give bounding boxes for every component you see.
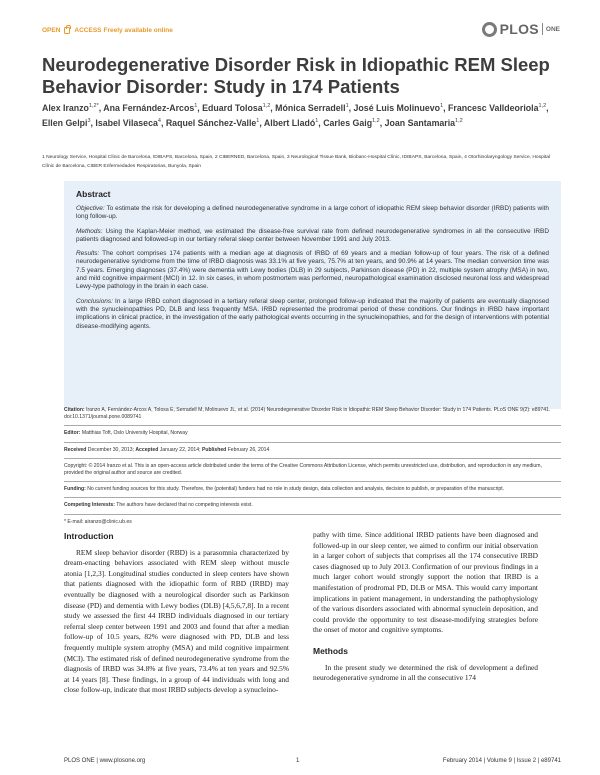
intro-paragraph-part1: REM sleep behavior disorder (RBD) is a parasomnia characterized by dream-enacting behaviors associated with REM sleep without muscle atonia [1,2,3]. Longitudinal studies conducted in sleep centers have shown that patients diagnosed with the idiopathic form of RBD (IRBD) may eventually be diagnosed with a neurological disorder such as Parkinson disease (PD) and dementia with Lewy bodies (DLB) [4,5,6,7,8]. In a recent study we assessed the first 44 IRBD individuals diagnosed in our tertiary referral sleep center between 1991 and 2003 and found that after a median follow-up of 10.5 years, 82% were diagnosed with PD, DLB and less frequently multiple system atrophy (MSA) and mild cognitive impairment (MCI). The estimated risk of defined neurodegenerative syndrome from the diagnosis of IRBD was 34.8% at five years, 73.4% at ten years and 92.5% at 14 years [8]. These findings, in a group of 44 individuals with long and close follow-up, indicate that most IRBD subjects develop a synucleino- [64,547,289,695]
author[interactable]: Albert Lladó$^1$ [263,118,319,129]
methods-heading: Methods [313,645,348,656]
abstract-conclusions: Conclusions: In a large IRBD cohort diagnosed in a tertiary referal sleep center, prolonged follow-up indicated that the majority of patients are eventually diagnosed with the synucleinopathies PD, DLB and less frequently MSA. IRBD represented the prodromal period of these conditions. Our findings in IRBD have important implications in clinical practice, in the investigation of the early pathological events occurring in the synucleinopathies, and for the design of interventions with potential disease-modifying agents. [76,297,549,330]
author[interactable]: Ana Fernández-Arcos$^1$ [103,103,198,113]
author[interactable]: Alex Iranzo$^{1,2*}$ [42,103,99,113]
body-column-right [313,530,538,694]
author[interactable]: José Luis Molinuevo$^1$ [353,103,444,113]
issue-info: February 2014 | Volume 9 | Issue 2 | e89741 [442,758,561,764]
article-metadata [64,405,561,528]
editor: Editor: Matthias Toft, Oslo University Hospital, Norway [64,430,188,437]
abstract-results: Results: The cohort comprises 174 patients with a median age at diagnosis of IRBD of 69 years and a median follow-up of four years. The risk of a defined neurodegenerative syndrome from the time of IRBD diagnosis was 33.1% at five years, 75.7% at ten years, and 90.9% at 14 years. The median conversion time was 7.5 years. Emerging diagnoses (37.4%) were dementia with Lewy bodies (DLB) in 29 subjects, Parkinson disease (PD) in 22, multiple system atrophy (MSA) in two, and mild cognitive impairment (MCI) in 12. In six cases, in whom postmortem was performed, neuropathological examination disclosed neuronal loss and widespread Lewy-type pathology in the brain in each case. [76,250,549,291]
author[interactable]: Carles Gaig$^{1,2}$ [323,118,380,129]
author-list: Alex Iranzo$^{1,2*}$, Ana Fernández-Arcos$^1$, Eduard Tolosa$^{1,2}$, Mónica Serradell$^1$, José Luis Molinuevo$^1$, Francesc Valldeoriola$^{1,2}$, Ellen Gelpi$^3$, Isabel Vilaseca$^4$, Raquel Sánchez-Valle$^1$, Albert Lladó$^1$, Carles Gaig$^{1,2}$, Joan Santamaria$^{1,2}$ [42,103,549,129]
divider [64,481,561,482]
freely-available-label: Freely available online [103,27,173,34]
open-label: OPEN [42,27,61,34]
article-title: Neurodegenerative Disorder Risk in Idiopathic REM Sleep Behavior Disorder: Study in 174 Patients [42,54,550,97]
open-access-badge[interactable] [42,27,173,34]
author[interactable]: Joan Santamaria$^{1,2}$ [384,118,463,129]
introduction-heading: Introduction [64,531,114,541]
author[interactable]: Isabel Vilaseca$^4$ [95,118,161,129]
divider [64,458,561,459]
competing-interests: Competing Interests: The authors have declared that no competing interests exist. [64,502,253,509]
author[interactable]: Ellen Gelpi$^3$ [42,118,91,129]
methods-paragraph: In the present study we determined the risk of development a defined neurodegenerative syndrome in all the consecutive 174 [313,662,538,683]
abstract-methods: Methods: Using the Kaplan-Meier method, we estimated the disease-free survival rate from defined neurodegenerative syndromes in all the consecutive IRBD patients diagnosed and followed-up in our tertiary referal sleep center between November 1991 and July 2013. [76,227,549,243]
author[interactable]: Francesc Valldeoriola$^{1,2}$ [448,103,547,113]
contact-email[interactable]: * E-mail: airanzo@clinic.ub.es [64,518,132,525]
intro-paragraph-part2: pathy with time. Since additional IRBD patients have been diagnosed and followed-up in our sleep center, we aimed to confirm our initial observation in a larger cohort of subjects that comprises all the 174 consecutive IRBD cases diagnosed up to July 2013. Confirmation of our previous findings in a much larger cohort would strongly support the notion that IRBD is a manifestation of prodromal PD, DLB or MSA. This would carry important implications in patient management, in understanding the pathophysiology of the various disorders associated with abnormal synuclein deposition, and could provide the opportunity to test disease-modifying strategies before the onset of motor and cognitive symptoms. [313,530,538,635]
plos-logo-icon [482,22,497,37]
page-number: 1 [296,758,300,764]
funding: Funding: No current funding sources for this study. Therefore, the (potential) funders had no role in study design, data collection and analysis, decision to publish, or preparation of the manuscript. [64,486,505,493]
body-column-left [64,531,289,706]
access-label: ACCESS [74,27,102,34]
citation: Citation: Iranzo A, Fernández-Arcos A, Tolosa E, Serradell M, Molinuevo JL, et al. (2014) Neurodegenerative Disorder Risk in Idiopathic REM Sleep Behavior Disorder: Study in 174 Patients. PLoS ONE 9(2): e89741. doi:10.1371/journal.pone.0089741 [64,407,551,421]
affiliations: 1 Neurology Service, Hospital Clínic de Barcelona, IDIBAPS, Barcelona, Spain, 2 CIBERNED, Barcelona, Spain, 3 Neurological Tissue Bank, Biobanc-Hospital Clínic, IDIBAPS, Barcelona, Spain, 4 Otorhinolaryngology Service, Hospital Clínic de Barcelona, CIBER Enfermedades Respiratorias, Bunyola, Spain [42,155,551,169]
one-wordmark: ONE [545,25,560,33]
logo-divider [542,23,543,35]
dates: Received December 30, 2013; Accepted January 22, 2014; Published February 26, 2014 [64,446,270,453]
divider [64,497,561,498]
divider [64,425,561,426]
plos-one-logo[interactable] [482,21,560,37]
journal-url[interactable]: PLOS ONE | www.plosone.org [64,758,146,764]
open-lock-icon [64,27,70,34]
author[interactable]: Mónica Serradell$^1$ [275,103,349,113]
abstract-objective: Objective: To estimate the risk for developing a defined neurodegenerative syndrome in a large cohort of idiopathic REM sleep behavior disorder (IRBD) patients with long follow-up. [76,205,549,221]
author[interactable]: Eduard Tolosa$^{1,2}$ [202,103,271,113]
copyright: Copyright: © 2014 Iranzo et al. This is an open-access article distributed under the terms of the Creative Commons Attribution License, which permits unrestricted use, distribution, and reproduction in any medium, provided the original author and source are credited. [64,462,542,477]
divider [64,442,561,443]
divider [64,514,561,515]
abstract-box [64,181,561,409]
abstract-heading: Abstract [76,189,111,199]
author[interactable]: Raquel Sánchez-Valle$^1$ [165,118,260,129]
plos-wordmark: PLOS [499,21,539,37]
